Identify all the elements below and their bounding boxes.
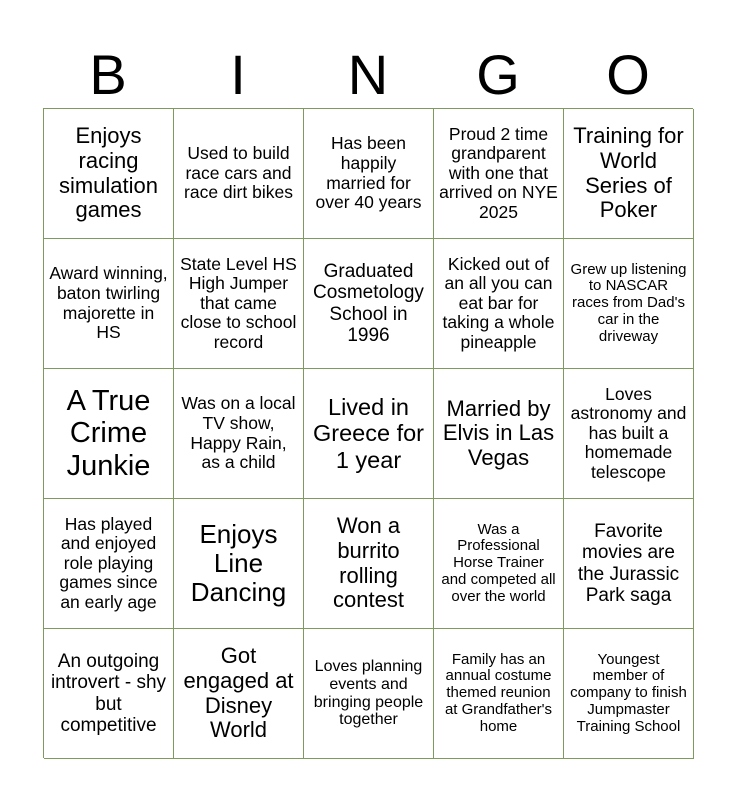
cell-text: Used to build race cars and race dirt bikes: [184, 143, 293, 203]
bingo-cell[interactable]: [304, 629, 434, 759]
bingo-cell[interactable]: [564, 109, 694, 239]
cell-text: A True Crime Junkie: [66, 384, 151, 482]
cell-text: Married by Elvis in Las Vegas: [442, 395, 555, 470]
cell-text: Has been happily married for over 40 years: [315, 133, 422, 213]
header-letter-g: G: [476, 43, 520, 106]
bingo-cell[interactable]: [564, 239, 694, 369]
cell-text: Loves planning events and bringing people together: [313, 657, 424, 729]
cell-text: Enjoys racing simulation games: [58, 123, 159, 223]
cell-text: Family has an annual costume themed reunion at Grandfather's home: [444, 650, 553, 735]
bingo-grid: [43, 108, 693, 758]
cell-text: Graduated Cosmetology School in 1996: [313, 260, 424, 346]
cell-text: Lived in Greece for 1 year: [312, 394, 425, 473]
bingo-cell[interactable]: [44, 629, 174, 759]
cell-text: Loves astronomy and has built a homemade telescope: [570, 383, 687, 482]
cell-text: Has played and enjoyed role playing games since an early age: [59, 513, 158, 612]
cell-text: Favorite movies are the Jurassic Park saga: [577, 520, 680, 606]
bingo-cell[interactable]: [44, 499, 174, 629]
bingo-cell[interactable]: [434, 499, 564, 629]
cell-text: Training for World Series of Poker: [573, 123, 684, 223]
cell-text: Grew up listening to NASCAR races from Dad's car in the driveway: [570, 260, 687, 345]
cell-text: Was on a local TV show, Happy Rain, as a child: [181, 393, 296, 473]
bingo-cell[interactable]: [44, 369, 174, 499]
bingo-cell[interactable]: [564, 629, 694, 759]
cell-text: Youngest member of company to finish Jumpmaster Training School: [570, 650, 687, 735]
cell-text: Was a Professional Horse Trainer and competed all over the world: [441, 520, 556, 605]
bingo-cell[interactable]: [174, 369, 304, 499]
cell-text: Proud 2 time grandparent with one that arrived on NYE 2025: [439, 123, 558, 222]
cell-text: An outgoing introvert - shy but competitive: [50, 650, 167, 736]
bingo-cell[interactable]: [174, 499, 304, 629]
cell-text: Award winning, baton twirling majorette in HS: [49, 263, 168, 343]
bingo-cell[interactable]: [44, 109, 174, 239]
bingo-cell[interactable]: [304, 369, 434, 499]
cell-text: Kicked out of an all you can eat bar for taking a whole pineapple: [442, 253, 555, 352]
bingo-cell[interactable]: [564, 499, 694, 629]
bingo-cell[interactable]: [434, 369, 564, 499]
bingo-cell[interactable]: [564, 369, 694, 499]
bingo-cell[interactable]: [304, 109, 434, 239]
cell-text: State Level HS High Jumper that came close to school record: [180, 253, 297, 352]
header-letter-n: N: [347, 43, 389, 106]
header-letter-b: B: [89, 43, 127, 106]
bingo-cell[interactable]: [174, 239, 304, 369]
bingo-cell[interactable]: [44, 239, 174, 369]
header-letter-o: O: [606, 43, 650, 106]
bingo-cell[interactable]: [304, 499, 434, 629]
bingo-cell[interactable]: [434, 239, 564, 369]
header-letter-i: I: [230, 43, 246, 106]
bingo-cell[interactable]: [174, 629, 304, 759]
cell-text: Got engaged at Disney World: [183, 643, 294, 743]
bingo-cell[interactable]: [174, 109, 304, 239]
cell-text: Won a burrito rolling contest: [333, 513, 404, 613]
bingo-header: [43, 42, 693, 108]
cell-text: Enjoys Line Dancing: [190, 518, 287, 608]
bingo-cell[interactable]: [434, 629, 564, 759]
bingo-cell[interactable]: [304, 239, 434, 369]
bingo-cell[interactable]: [434, 109, 564, 239]
